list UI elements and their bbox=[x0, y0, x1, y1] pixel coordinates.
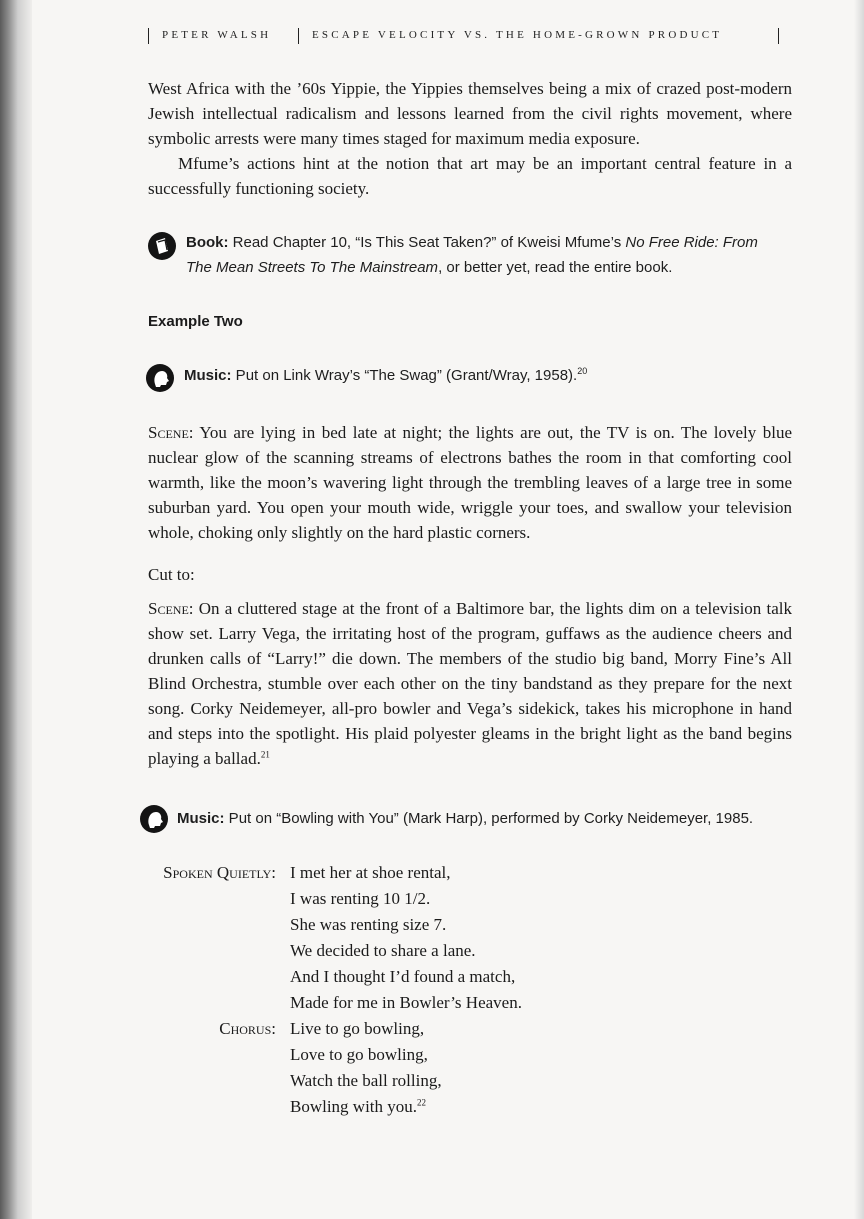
header-title: ESCAPE VELOCITY VS. THE HOME-GROWN PRODUCT bbox=[312, 29, 723, 41]
scene-text: You are lying in bed late at night; the lights are out, the TV is on. The lovely blue nuclear glow of the scanning streams of electrons bathes the room in that comforting cool warmth, like the moon’s wavering light through the trembling leaves of a large tree in some suburban yard. You open your mouth wide, wriggle your toes, and swallow your television whole, choking only slightly on the hard plastic corners. bbox=[148, 423, 792, 542]
intro-paragraph-1 bbox=[148, 76, 792, 151]
scene-label: Scene: bbox=[148, 423, 194, 442]
footnote-ref: 21 bbox=[260, 749, 270, 760]
page-edge-shadow bbox=[854, 0, 864, 1219]
scene-paragraph-1 bbox=[148, 420, 792, 545]
music-note-text: Put on Link Wray’s “The Swag” (Grant/Wray, 1958). bbox=[231, 367, 578, 384]
lyric-line: I met her at shoe rental, bbox=[290, 863, 451, 882]
header-divider bbox=[148, 28, 149, 44]
lyric-line: Bowling with you. bbox=[290, 1097, 418, 1116]
book-note bbox=[186, 230, 766, 280]
book-note-text-end: , or better yet, read the entire book. bbox=[438, 259, 673, 276]
spoken-label: Spoken Quietly: bbox=[163, 863, 276, 882]
music-head-icon bbox=[146, 364, 174, 392]
lyric-line: Live to go bowling, bbox=[290, 1019, 425, 1038]
intro-paragraph-2 bbox=[148, 151, 792, 201]
book-note-text: Read Chapter 10, “Is This Seat Taken?” of Kweisi Mfume’s bbox=[228, 234, 626, 251]
intro-text-1: West Africa with the ’60s Yippie, the Yippies themselves being a mix of crazed post-modern Jewish intellectual radicalism and lessons learned from the civil rights movement, where symbolic arrests were many times staged for maximum media exposure. bbox=[148, 79, 792, 148]
music-note-1 bbox=[184, 363, 784, 388]
book-spine-shadow bbox=[0, 0, 32, 1219]
cut-to: Cut to: bbox=[148, 565, 195, 584]
lyric-line: Watch the ball rolling, bbox=[290, 1071, 442, 1090]
lyric-line: We decided to share a lane. bbox=[290, 941, 476, 960]
intro-text-2: Mfume’s actions hint at the notion that art may be an important central feature in a successfully functioning society. bbox=[148, 154, 792, 198]
book-title: No Free Ride: From The Mean Streets To The Mainstream bbox=[186, 234, 758, 276]
lyric-line-last bbox=[290, 1094, 426, 1120]
lyric-line: She was renting size 7. bbox=[290, 915, 447, 934]
lyric-line: And I thought I’d found a match, bbox=[290, 967, 516, 986]
chorus-label: Chorus: bbox=[219, 1019, 276, 1038]
lyric-line: Love to go bowling, bbox=[290, 1045, 428, 1064]
scene-label: Scene: bbox=[148, 599, 194, 618]
lyric-line: Made for me in Bowler’s Heaven. bbox=[290, 993, 522, 1012]
music-note-label: Music: bbox=[177, 810, 225, 827]
header-author: PETER WALSH bbox=[162, 29, 272, 41]
music-note-label: Music: bbox=[184, 367, 232, 384]
header-divider bbox=[778, 28, 779, 44]
music-note-text: Put on “Bowling with You” (Mark Harp), performed by Corky Neidemeyer, 1985. bbox=[224, 810, 754, 827]
running-header bbox=[148, 24, 780, 46]
lyric-line: I was renting 10 1/2. bbox=[290, 889, 431, 908]
scene-paragraph-2 bbox=[148, 596, 792, 771]
book-note-label: Book: bbox=[186, 234, 229, 251]
music-note-2 bbox=[177, 806, 797, 831]
footnote-ref: 22 bbox=[417, 1097, 427, 1108]
scene-text: On a cluttered stage at the front of a Baltimore bar, the lights dim on a television talk show set. Larry Vega, the irritating host of the program, guffaws as the audience cheers and drunken calls of “Larry!” die down. The members of the studio big band, Morry Fine’s All Blind Orchestra, stumble over each other on the tiny bandstand as they prepare for the next song. Corky Neidemeyer, all-pro bowler and Vega’s sidekick, takes his microphone in hand and steps into the spotlight. His plaid polyester gleams in the bright light as the band begins playing a ballad. bbox=[148, 599, 792, 768]
section-heading: Example Two bbox=[148, 313, 243, 330]
book-icon bbox=[148, 232, 176, 260]
header-divider bbox=[298, 28, 299, 44]
footnote-ref: 20 bbox=[577, 366, 588, 376]
music-head-icon bbox=[140, 805, 168, 833]
